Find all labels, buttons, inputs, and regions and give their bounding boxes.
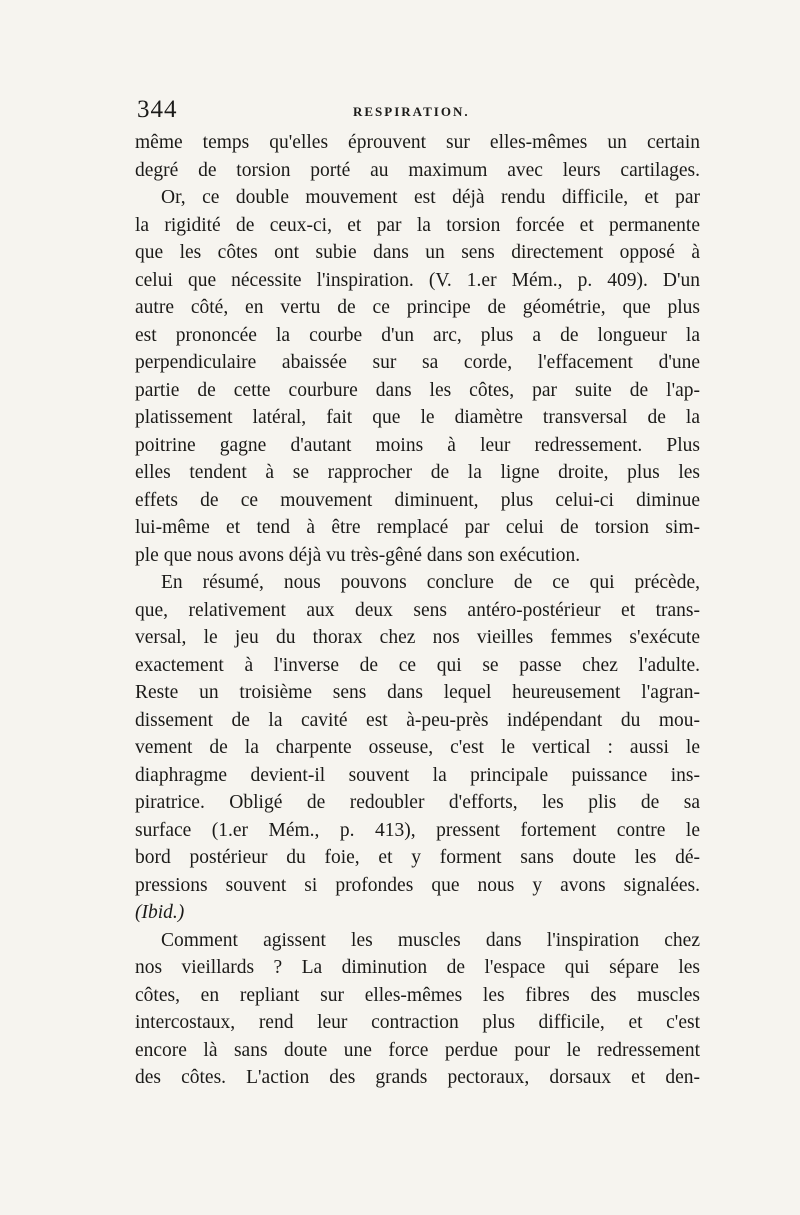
text-line: (Ibid.) (135, 902, 185, 923)
text-line: ple que nous avons déjà vu très-gêné dans son exécution. (135, 544, 581, 566)
page-header (137, 96, 697, 126)
page-number: 344 (137, 96, 178, 123)
text-line: des côtes. L'action des grands pectoraux, dorsaux et den- (135, 1067, 700, 1088)
text-line: intercostaux, rend leur contraction plus difficile, et c'est (135, 1012, 700, 1033)
text-line: versal, le jeu du thorax chez nos vieilles femmes s'exécute (135, 627, 700, 648)
text-line: que, relativement aux deux sens antéro-postérieur et trans- (135, 599, 700, 621)
text-line: diaphragme devient-il souvent la principale puissance ins- (135, 764, 700, 786)
text-line: lui-même et tend à être remplacé par celui de torsion sim- (135, 517, 700, 538)
text-line: Or, ce double mouvement est déjà rendu difficile, et par (161, 187, 700, 208)
text-line: côtes, en repliant sur elles-mêmes les fibres des muscles (135, 984, 700, 1006)
text-line: dissement de la cavité est à-peu-près indépendant du mou- (135, 709, 700, 731)
text-line: encore là sans doute une force perdue pour le redressement (135, 1039, 700, 1061)
text-line: platissement latéral, fait que le diamètre transversal de la (135, 407, 700, 428)
text-line: pressions souvent si profondes que nous y avons signalées. (135, 874, 700, 896)
text-line: même temps qu'elles éprouvent sur elles-mêmes un certain (135, 132, 700, 153)
text-line: poitrine gagne d'autant moins à leur redressement. Plus (135, 434, 700, 456)
text-line: surface (1.er Mém., p. 413), pressent fortement contre le (135, 819, 700, 841)
text-line: En résumé, nous pouvons conclure de ce qui précède, (161, 572, 700, 593)
text-line: celui que nécessite l'inspiration. (V. 1.er Mém., p. 409). D'un (135, 269, 700, 291)
text-line: piratrice. Obligé de redoubler d'efforts, les plis de sa (135, 792, 700, 813)
text-line: exactement à l'inverse de ce qui se passe chez l'adulte. (135, 654, 700, 676)
running-title: RESPIRATION. (353, 104, 470, 119)
text-line: bord postérieur du foie, et y forment sans doute les dé- (135, 847, 700, 868)
body-text (135, 129, 700, 1092)
text-line: est prononcée la courbe d'un arc, plus a de longueur la (135, 324, 700, 346)
text-line: la rigidité de ceux-ci, et par la torsion forcée et permanente (135, 214, 700, 236)
text-line: Comment agissent les muscles dans l'inspiration chez (161, 929, 700, 951)
text-line: Reste un troisième sens dans lequel heureusement l'agran- (135, 682, 700, 703)
text-line: nos vieillards ? La diminution de l'espace qui sépare les (135, 957, 700, 978)
text-line: autre côté, en vertu de ce principe de géométrie, que plus (135, 297, 700, 318)
text-line: elles tendent à se rapprocher de la ligne droite, plus les (135, 462, 700, 483)
text-line: degré de torsion porté au maximum avec leurs cartilages. (135, 159, 700, 181)
text-line: effets de ce mouvement diminuent, plus celui-ci diminue (135, 489, 700, 511)
text-line: partie de cette courbure dans les côtes, par suite de l'ap- (135, 379, 700, 401)
text-line: que les côtes ont subie dans un sens directement opposé à (135, 242, 700, 263)
text-line: perpendiculaire abaissée sur sa corde, l'effacement d'une (135, 352, 700, 373)
text-line: vement de la charpente osseuse, c'est le vertical : aussi le (135, 737, 700, 758)
